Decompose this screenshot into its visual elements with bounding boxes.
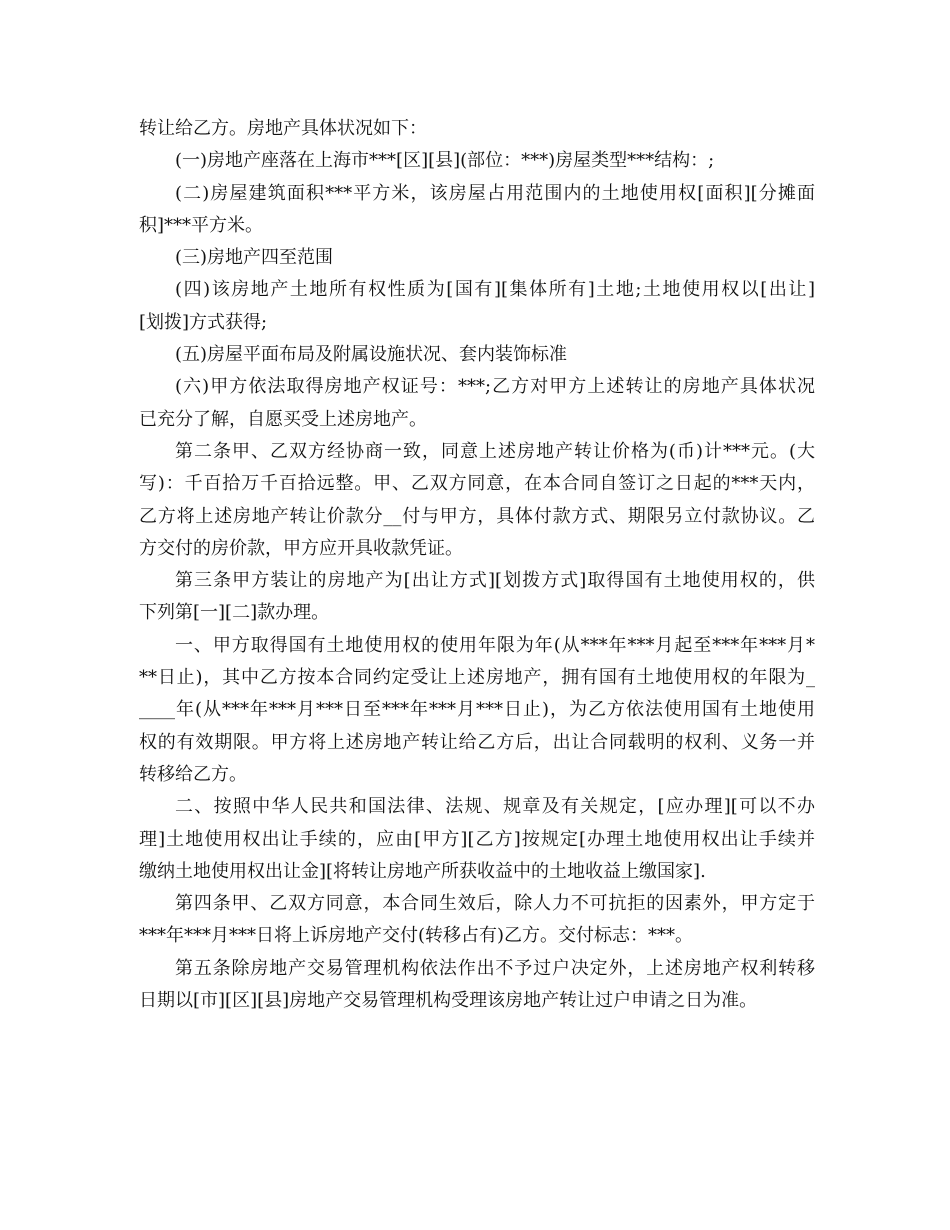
text-line: 下列第[一][二]款办理。 [139, 602, 330, 624]
text-line: (四)该房地产土地所有权性质为[国有][集体所有]土地;土地使用权以[出让] [175, 279, 815, 301]
text-line: 第二条甲、乙双方经协商一致，同意上述房地产转让价格为(币)计***元。(大 [175, 440, 815, 462]
text-line: 二、按照中华人民共和国法律、法规、规章及有关规定，[应办理][可以不办 [175, 796, 815, 818]
text-line: ***年***月***日将上诉房地产交付(转移占有)乙方。交付标志：***。 [139, 925, 694, 947]
text-line: 理]土地使用权出让手续的，应由[甲方][乙方]按规定[办理土地使用权出让手续并 [139, 828, 815, 850]
text-line: 一、甲方取得国有土地使用权的使用年限为年(从***年***月起至***年***月* [175, 634, 815, 656]
text-line: 第三条甲方装让的房地产为[出让方式][划拨方式]取得国有土地使用权的，供 [175, 570, 815, 592]
text-line: 已充分了解，自愿买受上述房地产。 [139, 408, 427, 430]
text-line: [划拨]方式获得; [139, 311, 268, 333]
document-body [139, 113, 815, 1017]
text-line: (六)甲方依法取得房地产权证号：***;乙方对甲方上述转让的房地产具体状况 [175, 376, 815, 398]
text-line: 缴纳土地使用权出让金][将转让房地产所获收益中的土地收益上缴国家]. [139, 860, 706, 882]
text-line: (二)房屋建筑面积***平方米，该房屋占用范围内的土地使用权[面积][分摊面 [175, 182, 815, 204]
text-line: **日止)，其中乙方按本合同约定受让上述房地产，拥有国有土地使用权的年限为_ [139, 667, 815, 689]
text-line: 日期以[市][区][县]房地产交易管理机构受理该房地产转让过户申请之日为准。 [139, 990, 758, 1012]
text-line: (五)房屋平面布局及附属设施状况、套内装饰标准 [175, 344, 568, 366]
text-line: 第四条甲、乙双方同意，本合同生效后，除人力不可抗拒的因素外，甲方定于 [175, 893, 815, 915]
text-line: ____年(从***年***月***日至***年***月***日止)，为乙方依法使用国有土地使用 [139, 699, 815, 721]
text-line: 转让给乙方。房地产具体状况如下： [139, 118, 427, 139]
text-line: (三)房地产四至范围 [175, 247, 334, 269]
text-line: 写)：千百拾万千百拾远整。甲、乙双方同意，在本合同自签订之日起的***天内， [139, 473, 815, 495]
text-line: (一)房地产座落在上海市***[区][县](部位：***)房屋类型***结构：; [175, 150, 715, 172]
text-line: 转移给乙方。 [139, 763, 247, 785]
text-line: 第五条除房地产交易管理机构依法作出不予过户决定外，上述房地产权利转移 [175, 957, 815, 979]
text-line: 积]***平方米。 [139, 214, 264, 236]
text-line: 乙方将上述房地产转让价款分__付与甲方，具体付款方式、期限另立付款协议。乙 [139, 505, 815, 527]
text-line: 方交付的房价款，甲方应开具收款凭证。 [139, 537, 463, 559]
text-line: 权的有效期限。甲方将上述房地产转让给乙方后，出让合同载明的权利、义务一并 [139, 731, 815, 753]
